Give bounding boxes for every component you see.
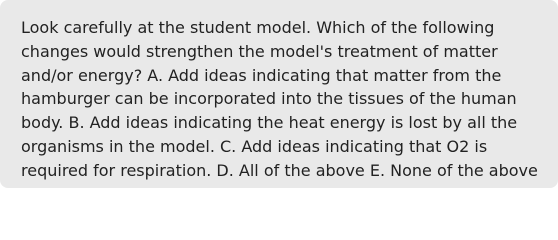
question-text: Look carefully at the student model. Which of the following changes would strengthen the model's treatment of matter and/or energy? A. Add ideas indicating that matter from the hamburger can be incorporated into the tissues of the human body. B. Add ideas indicating the heat energy is lost by all the organisms in the model. C. Add ideas indicating that O2 is required for respiration. D. All of the above E. None of the above bbox=[21, 18, 538, 180]
